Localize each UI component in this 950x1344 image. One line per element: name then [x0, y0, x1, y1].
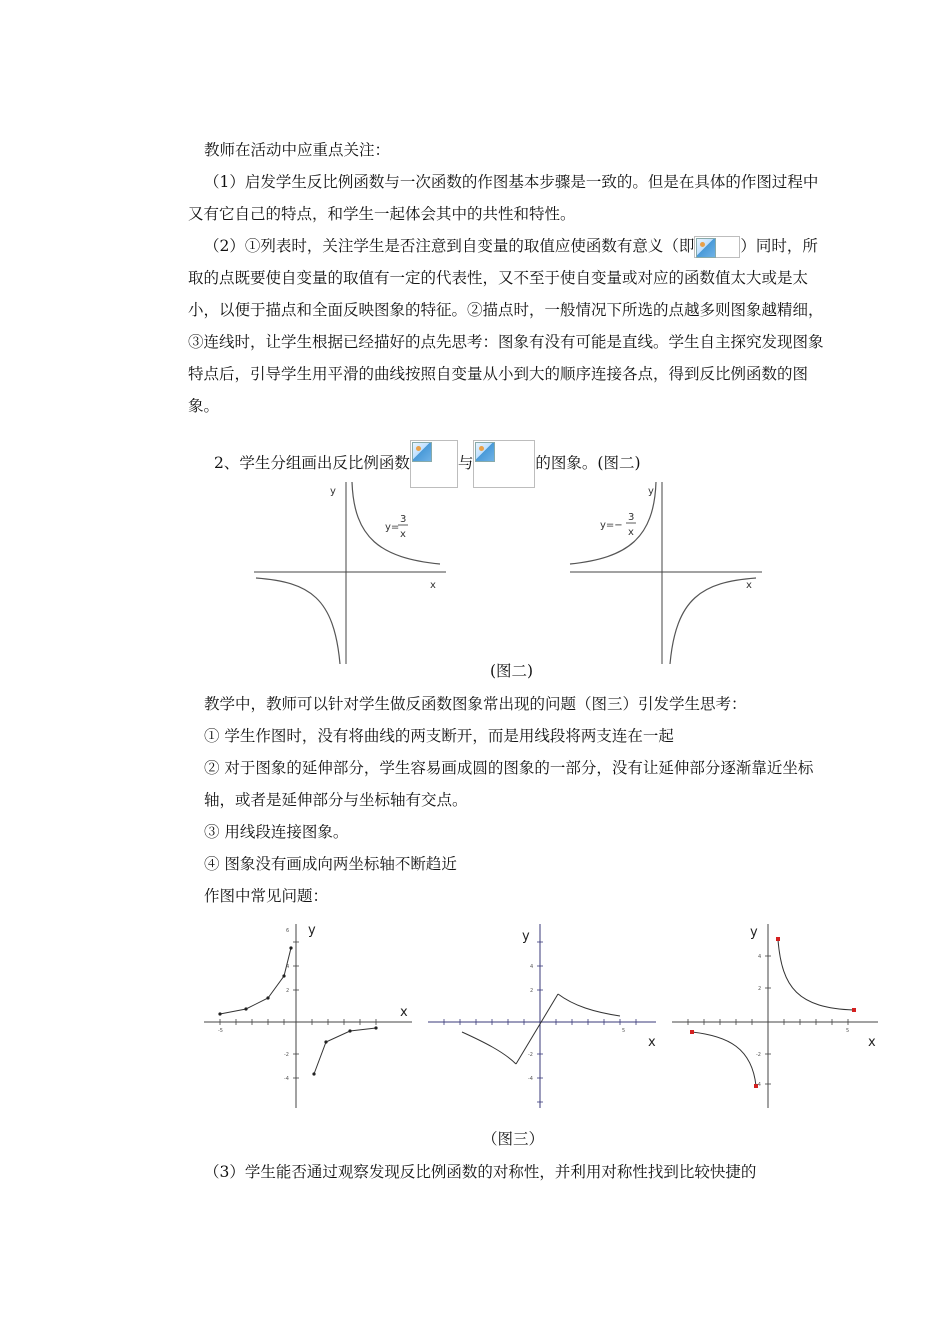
equation-prefix: y=−	[600, 520, 623, 531]
item-2-part2: 与	[457, 454, 474, 472]
equation-numerator: 3	[628, 512, 635, 523]
figure-2-left-graph	[250, 478, 450, 668]
curve-branch-lower	[462, 1032, 516, 1064]
svg-text:-2: -2	[756, 1052, 761, 1058]
svg-text:2: 2	[530, 988, 534, 994]
svg-text:-4: -4	[284, 1076, 289, 1082]
y-axis-label: y	[522, 929, 530, 944]
svg-text:-5: -5	[218, 1028, 223, 1034]
svg-text:2: 2	[286, 988, 290, 994]
broken-image-icon	[473, 440, 535, 488]
common-problems-title: 作图中常见问题：	[204, 887, 329, 905]
figure-2-caption: (图二)	[490, 662, 534, 680]
y-axis-label: y	[330, 486, 336, 497]
list-item-1: ① 学生作图时，没有将曲线的两支断开，而是用线段将两支连在一起	[204, 727, 674, 745]
curve-branch-upper	[778, 940, 854, 1010]
endpoint-markers	[690, 937, 856, 1088]
equation-denominator: x	[628, 527, 634, 538]
curve-branch-lower	[670, 578, 756, 664]
figure-3-graph-c	[668, 918, 888, 1113]
item-2-part3: 的图象。(图二)	[535, 454, 641, 472]
svg-text:-2: -2	[528, 1052, 533, 1058]
paragraph-point-2-part2: ）同时，所取的点既要使自变量的取值有一定的代表性，又不至于使自变量或对应的函数值太大或是太小，以便于描点和全面反映图象的特征。②描点时，一般情况下所选的点越多则图象越精细，③连线时，让学生根据已经描好的点先思考：图象有没有可能是直线。学生自主探究发现图象特点后，引导学生用平滑的曲线按照自变量从小到大的顺序连接各点，得到反比例函数的图象。	[188, 237, 824, 415]
svg-text:5: 5	[846, 1028, 850, 1034]
curve-branch-lower	[692, 1032, 756, 1086]
svg-text:6: 6	[286, 928, 290, 934]
svg-text:4: 4	[758, 954, 762, 960]
list-item-3: ③ 用线段连接图象。	[204, 823, 349, 841]
item-2-part1: 2、学生分组画出反比例函数	[214, 454, 410, 472]
x-axis-label: x	[746, 580, 752, 591]
svg-text:-2: -2	[284, 1052, 289, 1058]
segment-branch-upper	[220, 948, 291, 1014]
list-item-2: ② 对于图象的延伸部分，学生容易画成圆的图象的一部分，没有让延伸部分逐渐靠近坐标轴，或者是延伸部分与坐标轴有交点。	[204, 759, 814, 809]
curve-branch-upper	[558, 994, 620, 1016]
figure-3-graph-b	[424, 918, 664, 1113]
paragraph-point-2	[188, 230, 828, 422]
paragraph-point-3: （3）学生能否通过观察发现反比例函数的对称性，并利用对称性找到比较快捷的	[204, 1163, 757, 1181]
svg-text:4: 4	[286, 964, 290, 970]
x-axis-label: x	[868, 1035, 876, 1050]
svg-text:-4: -4	[756, 1082, 761, 1088]
y-axis-label: y	[308, 923, 316, 938]
equation-denominator: x	[400, 529, 406, 540]
broken-image-icon	[694, 236, 740, 258]
list-item-4: ④ 图象没有画成向两坐标轴不断趋近	[204, 855, 457, 873]
y-axis-label: y	[750, 925, 758, 940]
svg-text:-4: -4	[528, 1076, 533, 1082]
paragraph-focus-intro: 教师在活动中应重点关注：	[204, 141, 391, 159]
svg-text:4: 4	[530, 964, 534, 970]
figure-3-graph-a	[200, 918, 420, 1113]
segment-branch-lower	[314, 1028, 376, 1074]
paragraph-point-1: （1）启发学生反比例函数与一次函数的作图基本步骤是一致的。但是在具体的作图过程中又有它自己的特点，和学生一起体会其中的共性和特性。	[188, 173, 819, 223]
x-axis-label: x	[400, 1005, 408, 1020]
paragraph-point-2-part1: （2）①列表时，关注学生是否注意到自变量的取值应使函数有意义（即	[204, 237, 695, 255]
x-axis-label: x	[430, 580, 436, 591]
paragraph-teaching: 教学中，教师可以针对学生做反函数图象常出现的问题（图三）引发学生思考：	[204, 695, 747, 713]
connecting-segment	[516, 994, 558, 1064]
equation-numerator: 3	[400, 514, 407, 525]
svg-text:5: 5	[622, 1028, 626, 1034]
x-axis-label: x	[648, 1035, 656, 1050]
figure-2-right-graph	[566, 478, 766, 668]
y-axis-label: y	[648, 486, 654, 497]
svg-text:2: 2	[758, 986, 762, 992]
equation-prefix: y=	[385, 522, 400, 533]
figure-3-caption: （图三）	[482, 1130, 545, 1148]
curve-branch-lower	[256, 578, 340, 664]
